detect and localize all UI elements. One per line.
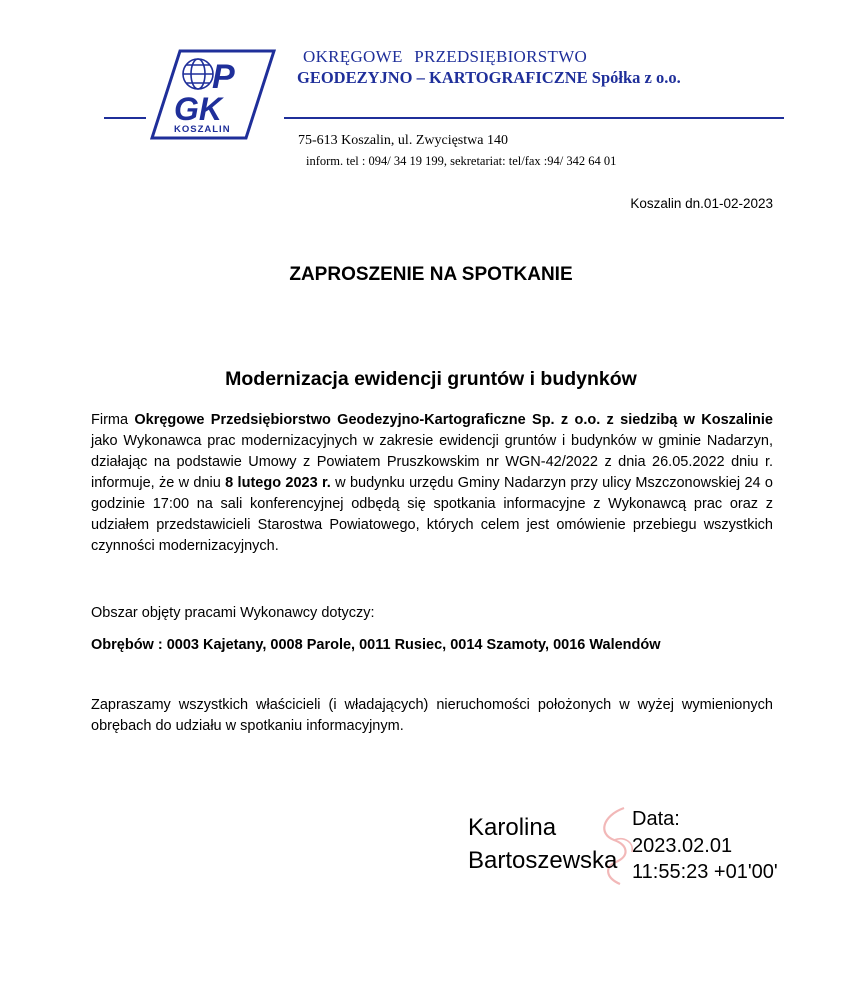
company-logo	[150, 48, 276, 141]
closing-paragraph: Zapraszamy wszystkich właścicieli (i władających) nieruchomości położonych w wyżej wymienionych obrębach do udziału w spotkaniu informacyjnym.	[91, 697, 773, 734]
svg-text:GK: GK	[174, 91, 222, 127]
header-rule-right	[284, 117, 784, 119]
org-address: 75-613 Koszalin, ul. Zwycięstwa 140	[298, 133, 508, 148]
signature-time: 11:55:23 +01'00'	[632, 861, 778, 883]
invitation-paragraph	[91, 410, 773, 557]
signature-date: 2023.02.01	[632, 835, 733, 857]
org-contact: inform. tel : 094/ 34 19 199, sekretariat: tel/fax :94/ 342 64 01	[306, 154, 617, 168]
para1-text-1: Firma	[91, 412, 135, 428]
document-title: ZAPROSZENIE NA SPOTKANIE	[289, 264, 573, 285]
area-label: Obszar objęty pracami Wykonawcy dotyczy:	[91, 605, 375, 621]
para1-text-3: w budynku urzędu Gminy Nadarzyn przy ulicy Mszczonowskiej 24 o godzinie 17:00 na sali konferencyjnej odbędą się spotkania informacyjne z Wykonawcą prac oraz z udziałem przedstawicieli Starostwa Powiatowego, których celem jest omówienie przebiegu wszystkich czynności modernizacyjnych.	[91, 475, 773, 554]
signature-date-label: Data:	[632, 808, 680, 830]
header-rule-left	[104, 117, 146, 119]
precinct-list: Obrębów : 0003 Kajetany, 0008 Parole, 0011 Rusiec, 0014 Szamoty, 0016 Walendów	[91, 637, 661, 653]
para1-meeting-date: 8 lutego 2023 r.	[225, 475, 331, 491]
para1-text-2: jako Wykonawca prac modernizacyjnych w zakresie ewidencji gruntów i budynków w gminie Nadarzyn, działając na podstawie Umowy z Powiatem Pruszkowskim nr WGN-42/2022 z dnia 26.05.2022 dniu r. informuje, że w dniu	[91, 433, 773, 491]
org-name-line2: GEODEZYJNO – KARTOGRAFICZNE Spółka z o.o.	[297, 68, 681, 87]
document-subtitle: Modernizacja ewidencji gruntów i budynków	[225, 368, 637, 390]
signer-first-name: Karolina	[468, 814, 557, 841]
svg-text:P: P	[212, 58, 235, 96]
svg-text:KOSZALIN: KOSZALIN	[174, 124, 231, 135]
org-name-line1: OKRĘGOWE PRZEDSIĘBIORSTWO	[303, 47, 588, 66]
para1-company-name: Okręgowe Przedsiębiorstwo Geodezyjno-Kartograficzne Sp. z o.o. z siedzibą w Koszalinie	[134, 412, 773, 428]
signer-last-name: Bartoszewska	[468, 847, 618, 874]
document-date: Koszalin dn.01-02-2023	[630, 196, 773, 211]
